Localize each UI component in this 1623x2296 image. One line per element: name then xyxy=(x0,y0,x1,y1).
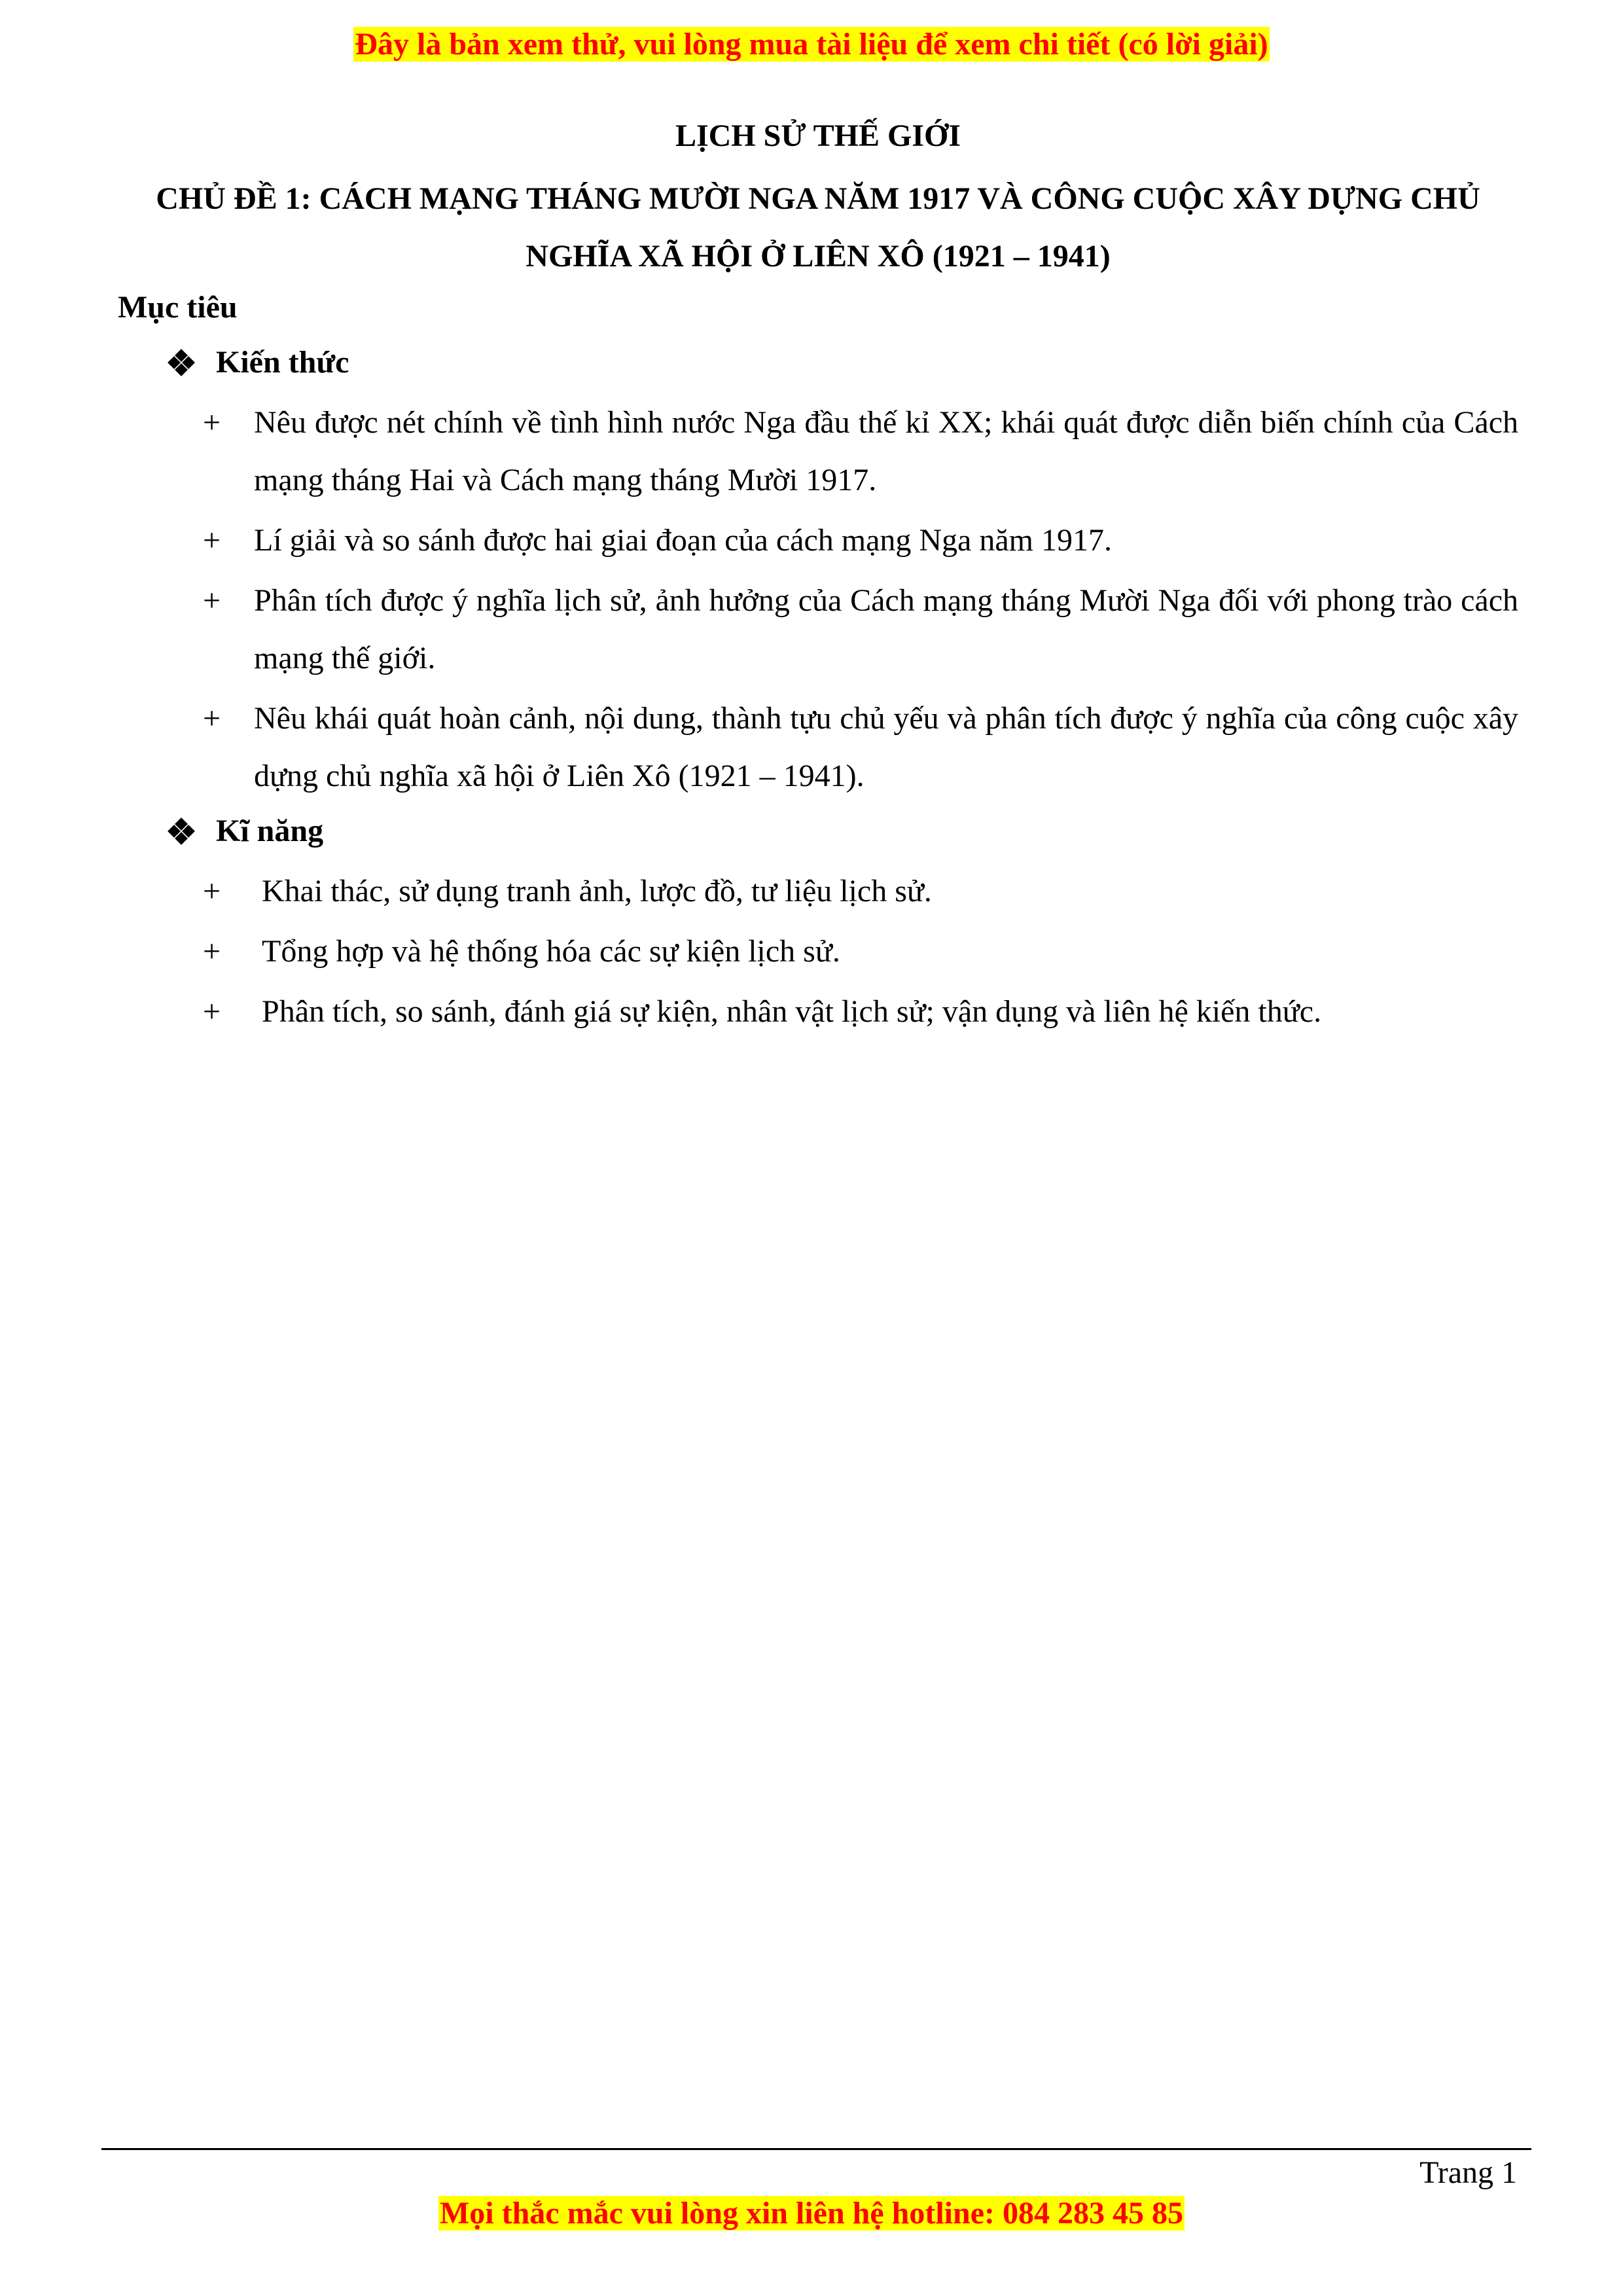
section-skills xyxy=(169,812,323,851)
knowledge-item-text: Lí giải và so sánh được hai giai đoạn của cách mạng Nga năm 1917. xyxy=(254,523,1112,558)
skill-item-text: Khai thác, sử dụng tranh ảnh, lược đồ, tư liệu lịch sử. xyxy=(262,874,932,908)
plus-bullet: + xyxy=(203,994,221,1029)
plus-bullet: + xyxy=(203,523,221,558)
knowledge-item xyxy=(203,394,1518,509)
plus-bullet: + xyxy=(203,701,221,736)
plus-bullet: + xyxy=(203,874,221,908)
objectives-heading: Mục tiêu xyxy=(118,290,238,325)
section-skills-heading: Kĩ năng xyxy=(216,814,324,848)
diamond-bullet-icon xyxy=(169,819,194,844)
knowledge-item xyxy=(203,690,1518,805)
plus-bullet: + xyxy=(203,934,221,969)
plus-bullet: + xyxy=(203,405,221,440)
topic-title: CHỦ ĐỀ 1: CÁCH MẠNG THÁNG MƯỜI NGA NĂM 1917 VÀ CÔNG CUỘC XÂY DỰNG CHỦ NGHĨA XÃ HỘI Ở LIÊN XÔ (1921 – 1941) xyxy=(156,181,1480,274)
knowledge-item xyxy=(203,572,1518,687)
plus-bullet: + xyxy=(203,583,221,618)
hotline-banner xyxy=(0,2194,1623,2233)
document-title: LỊCH SỬ THẾ GIỚI xyxy=(675,118,961,153)
skill-item-text: Tổng hợp và hệ thống hóa các sự kiện lịch sử. xyxy=(262,934,840,969)
knowledge-item-text: Phân tích được ý nghĩa lịch sử, ảnh hưởng của Cách mạng tháng Mười Nga đối với phong trào cách mạng thế giới. xyxy=(254,583,1518,675)
preview-notice-banner xyxy=(0,25,1623,64)
skill-item xyxy=(203,983,1518,1041)
knowledge-item-text: Nêu được nét chính về tình hình nước Nga đầu thế kỉ XX; khái quát được diễn biến chính của Cách mạng tháng Hai và Cách mạng tháng Mười 1917. xyxy=(254,405,1518,497)
knowledge-item xyxy=(203,512,1518,569)
hotline-text: Mọi thắc mắc vui lòng xin liên hệ hotline: 084 283 45 85 xyxy=(439,2196,1183,2231)
skill-item xyxy=(203,923,1518,980)
diamond-bullet-icon xyxy=(169,350,194,375)
preview-notice-text: Đây là bản xem thử, vui lòng mua tài liệu để xem chi tiết (có lời giải) xyxy=(355,27,1268,62)
section-knowledge-heading: Kiến thức xyxy=(216,345,349,380)
skill-item xyxy=(203,863,1518,920)
section-knowledge xyxy=(169,343,349,382)
footer-divider xyxy=(101,2148,1531,2150)
skill-item-text: Phân tích, so sánh, đánh giá sự kiện, nhân vật lịch sử; vận dụng và liên hệ kiến thức. xyxy=(262,994,1322,1029)
knowledge-item-text: Nêu khái quát hoàn cảnh, nội dung, thành tựu chủ yếu và phân tích được ý nghĩa của công cuộc xây dựng chủ nghĩa xã hội ở Liên Xô (1921 – 1941). xyxy=(254,701,1518,793)
page-number: Trang 1 xyxy=(1419,2155,1517,2190)
